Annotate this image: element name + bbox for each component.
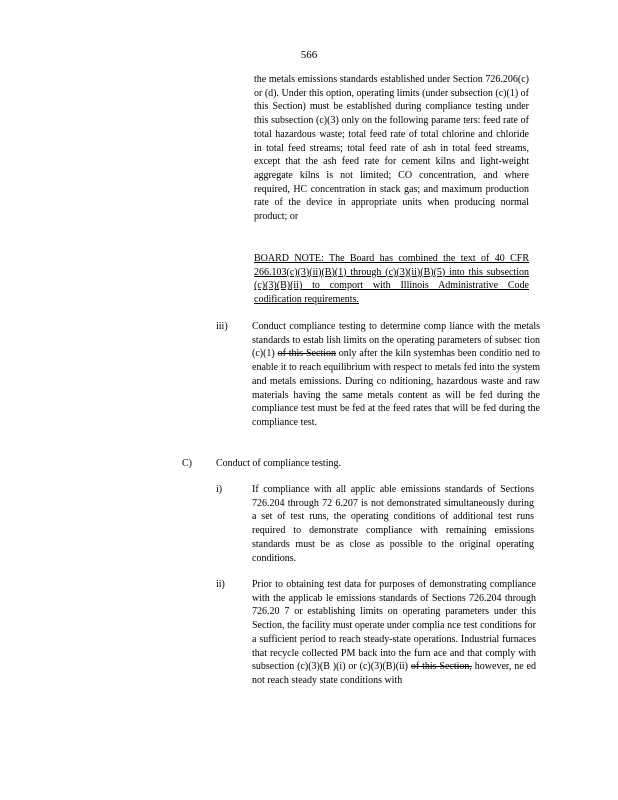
item-C-ii-text-a: Prior to obtaining test data for purposes of demonstrating compliance with the applicab le emissions standards of Sections 726.204 through 726.20 7 or establishing limits on operating parameters under this Section, the facility must operate under complia nce test conditions for a sufficient period to reach steady-state operations. Industrial furnaces that recycle collected PM back into the furn ace and that comply with subsection (c)(3)(B )(i) or (c)(3)(B)(ii) [252,579,536,673]
item-iii-text-b: only after the kiln systemhas been conditio ned to enable it to reach equilibrium with respect to metals fed into the system and metals emissions. During co nditioning, hazardous waste and raw materials having the same metals content as will be fed during the compliance test must be fed at the feed rates that will be fed during the compliance test. [252,348,540,428]
item-iii-text [252,320,540,430]
item-iii-text-a: Conduct compliance testing to determine comp liance with the metals standards to estab lish limits on the operating parameters of subsec tion (c)(1) [252,321,540,360]
item-C-heading: Conduct of compliance testing. [216,458,341,469]
item-iii-marker: iii) [216,321,228,332]
paragraph-metals-standards-option: the metals emissions standards established under Section 726.206(c) or (d). Under this option, operating limits (under subsection (c)(1) of this Section) must be established during compliance testing under this subsection (c)(3) only on the following parame ters: feed rate of total hazardous waste; total feed rate of total chlorine and chloride in total feed streams; total feed rate of ash in total feed streams, except that the ash feed rate for cement kilns and light-weight aggregate kilns is not limited; CO concentration, and where required, HC concentration in stack gas; and maximum production rate of the device in appropriate units when producing normal product; or [254,74,529,223]
item-C-ii-text-b: however, ne ed not reach steady state conditions with [252,661,536,686]
item-C-i-text: If compliance with all applic able emissions standards of Sections 726.204 through 72 6.207 is not demonstrated simultaneously during a set of test runs, the operating conditions of additional test runs required to demonstrate compliance with remaining emissions standards must be as close as possible to the original operating conditions. [252,484,534,564]
item-C-marker: C) [182,458,192,469]
item-C-ii-struck-text: of this Section, [410,661,472,673]
board-note: BOARD NOTE: The Board has combined the text of 40 CFR 266.103(c)(3)(ii)(B)(1) through (c)(3)(ii)(B)(5) into this subsection (c)(3)(B)(ii) to comport with Illinois Administrative Code codification requirements. [254,253,529,306]
item-C-ii-marker: ii) [216,579,225,590]
page-number: 566 [300,49,318,61]
item-C-i-marker: i) [216,484,223,495]
item-iii-struck-text: of this Section [277,348,336,360]
item-C-ii-text [252,578,536,688]
